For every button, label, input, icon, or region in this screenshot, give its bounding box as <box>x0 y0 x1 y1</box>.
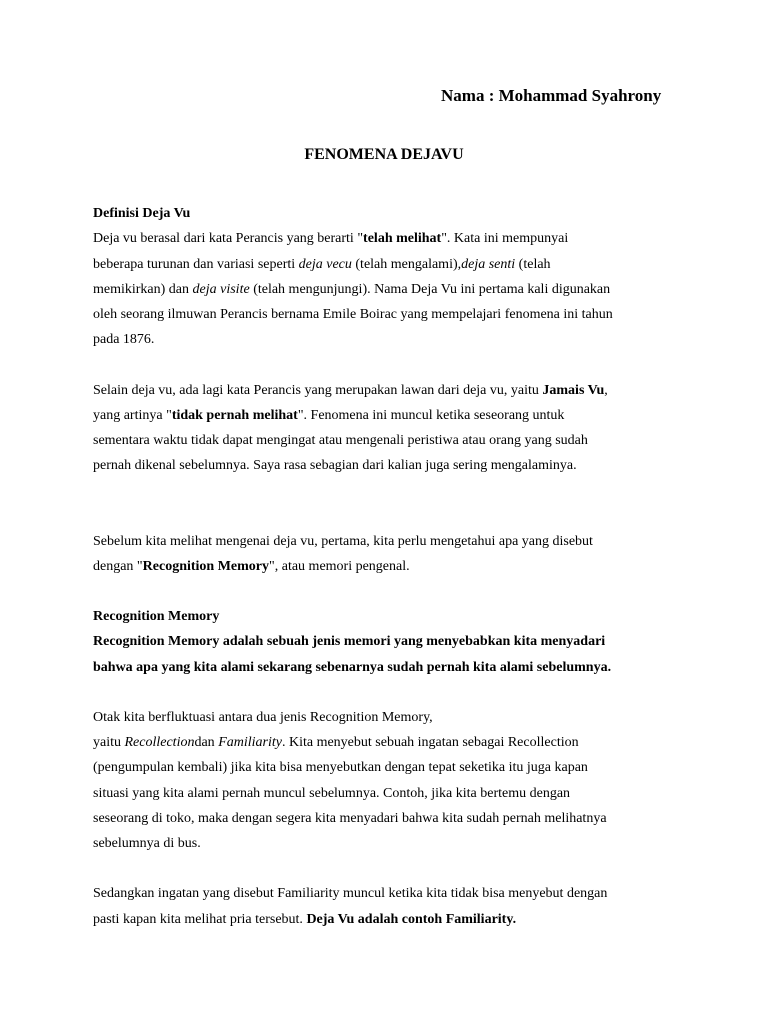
bold-term: Recognition Memory <box>142 559 270 574</box>
paragraph-line <box>93 230 568 248</box>
bold-paragraph-line <box>93 633 605 651</box>
italic-term: Recollection <box>124 735 195 750</box>
text-run: ", atau memori pengenal. <box>269 559 410 574</box>
text-run: ". Kata ini mempunyai <box>441 231 569 246</box>
paragraph-line <box>93 281 610 299</box>
bold-text: Recognition Memory adalah sebuah jenis memori yang menyebabkan kita menyadari <box>93 634 606 649</box>
paragraph-line: pada 1876. <box>93 332 155 347</box>
paragraph-line: Sedangkan ingatan yang disebut Familiarity muncul ketika kita tidak bisa menyebut dengan <box>93 886 608 901</box>
paragraph-line: Otak kita berfluktuasi antara dua jenis Recognition Memory, <box>93 710 433 725</box>
text-run: Selain deja vu, ada lagi kata Perancis yang merupakan lawan dari deja vu, yaitu <box>93 383 543 398</box>
paragraph-line <box>93 382 608 400</box>
paragraph-line: oleh seorang ilmuwan Perancis bernama Emile Boirac yang mempelajari fenomena ini tahun <box>93 307 613 322</box>
bold-term: Deja Vu adalah contoh Familiarity. <box>306 912 517 927</box>
text-run: (telah mengalami), <box>351 257 462 272</box>
paragraph-line: pernah dikenal sebelumnya. Saya rasa sebagian dari kalian juga sering mengalaminya. <box>93 458 577 473</box>
heading-text: Recognition Memory <box>93 609 220 624</box>
author-name: Nama : Mohammad Syahrony <box>441 86 662 105</box>
document-title: FENOMENA DEJAVU <box>304 146 464 163</box>
text-run: memikirkan) dan <box>93 282 193 297</box>
italic-term: Familiarity <box>218 735 282 750</box>
italic-term: deja senti <box>461 257 516 272</box>
bold-term: Jamais Vu <box>542 383 605 398</box>
section-heading-definisi <box>93 205 190 223</box>
paragraph-line <box>93 256 551 274</box>
text-run: yaitu <box>93 735 125 750</box>
italic-term: deja vecu <box>298 257 352 272</box>
text-run: (telah <box>515 257 551 272</box>
paragraph-line: Sebelum kita melihat mengenai deja vu, pertama, kita perlu mengetahui apa yang disebut <box>93 534 593 549</box>
bold-term: tidak pernah melihat <box>171 408 298 423</box>
paragraph-line <box>93 734 579 752</box>
text-run: (telah mengunjungi). Nama Deja Vu ini pertama kali digunakan <box>249 282 611 297</box>
italic-term: deja visite <box>192 282 250 297</box>
text-run: beberapa turunan dan variasi seperti <box>93 257 299 272</box>
paragraph-line: sementara waktu tidak dapat mengingat atau mengenali peristiwa atau orang yang sudah <box>93 433 588 448</box>
text-run: , <box>604 383 608 398</box>
text-run: yang artinya " <box>93 408 172 423</box>
bold-term: telah melihat <box>363 231 442 246</box>
bold-paragraph-line <box>93 659 611 677</box>
paragraph-line: situasi yang kita alami pernah muncul sebelumnya. Contoh, jika kita bertemu dengan <box>93 786 571 801</box>
text-run: Deja vu berasal dari kata Perancis yang berarti " <box>93 231 364 246</box>
paragraph-line: seseorang di toko, maka dengan segera kita menyadari bahwa kita sudah pernah melihatnya <box>93 811 607 826</box>
text-run: ". Fenomena ini muncul ketika seseorang untuk <box>297 408 565 423</box>
text-run: . Kita menyebut sebuah ingatan sebagai Recollection <box>281 735 579 750</box>
text-run: dan <box>194 735 219 750</box>
section-heading-recognition <box>93 608 219 626</box>
text-run: dengan " <box>93 559 143 574</box>
text-run: pasti kapan kita melihat pria tersebut. <box>93 912 307 927</box>
heading-text: Definisi Deja Vu <box>93 206 191 221</box>
paragraph-line <box>93 558 410 576</box>
paragraph-line <box>93 407 564 425</box>
paragraph-line: (pengumpulan kembali) jika kita bisa menyebutkan dengan tepat seketika itu juga kapan <box>93 760 588 775</box>
paragraph-line: sebelumnya di bus. <box>93 836 201 851</box>
bold-text: bahwa apa yang kita alami sekarang sebenarnya sudah pernah kita alami sebelumnya. <box>93 660 612 675</box>
paragraph-line <box>93 911 516 929</box>
